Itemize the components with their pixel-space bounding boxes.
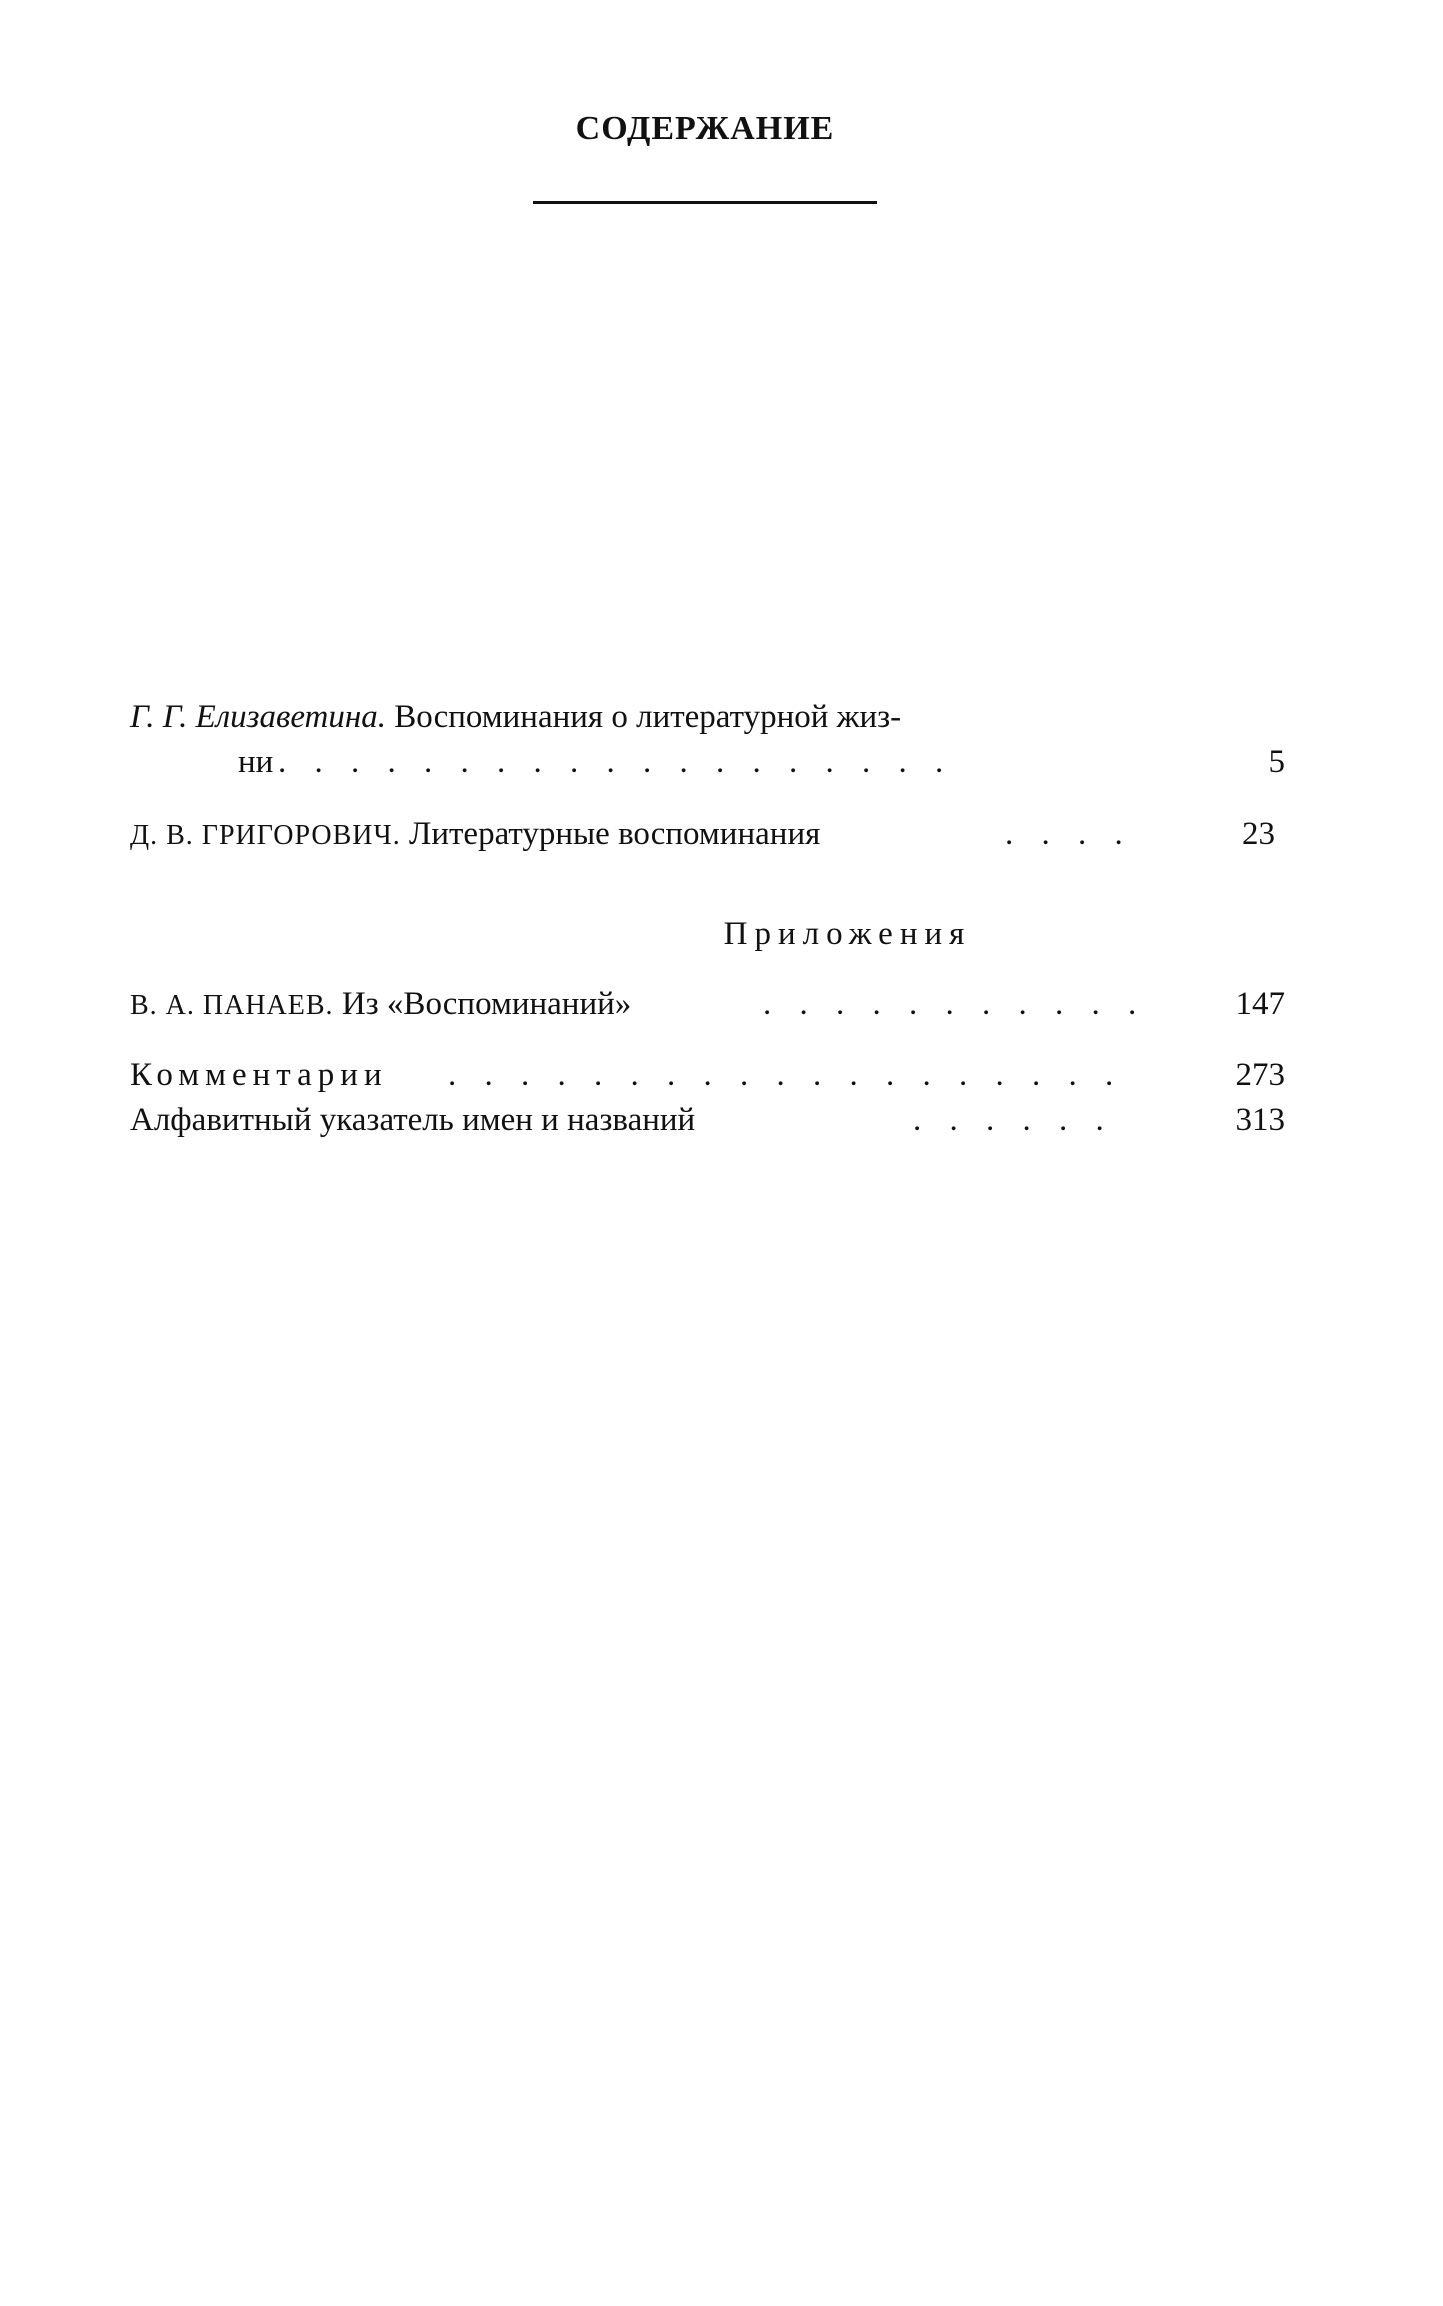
toc-entry-yelizavetina-line2[interactable] [130, 740, 1285, 784]
toc-entry-author: В. А. ПАНАЕВ. [130, 990, 334, 1021]
toc-entry-index[interactable] [130, 1098, 1285, 1142]
toc-page-number: 23 [1242, 816, 1275, 852]
toc-entry-title: Комментарии [130, 1057, 388, 1093]
toc-entry-title: Воспоминания о литературной жиз- [394, 699, 902, 735]
toc-entry-yelizavetina-line1 [130, 695, 1285, 739]
toc-entry-grigorovich[interactable] [130, 812, 1285, 856]
toc-entry-commentary[interactable] [130, 1053, 1285, 1097]
toc-entry-title: Из «Воспоминаний» [341, 986, 632, 1022]
leader-dots: . . . . . . [913, 1102, 1114, 1138]
toc-page-number: 5 [1268, 744, 1285, 780]
toc-page-number: 147 [1235, 986, 1285, 1022]
toc-entry-author: Д. В. ГРИГОРОВИЧ. [130, 820, 401, 851]
toc-entry-title: Алфавитный указатель имен и названий [130, 1102, 696, 1138]
toc-entry-panaev[interactable] [130, 982, 1285, 1026]
toc-entry-author: Г. Г. Елизаветина. [130, 699, 386, 735]
title-divider [533, 201, 877, 204]
leader-dots: . . . . . . . . . . . [763, 986, 1147, 1022]
toc-entry-title-continued: ни [238, 744, 274, 780]
leader-dots: . . . . [1005, 816, 1133, 852]
leader-dots: . . . . . . . . . . . . . . . . . . . [448, 1057, 1124, 1093]
page-title: СОДЕРЖАНИЕ [575, 110, 835, 147]
leader-dots: . . . . . . . . . . . . . . . . . . . [278, 744, 954, 780]
section-heading-appendix: Приложения [723, 916, 972, 952]
toc-entry-title: Литературные воспоминания [408, 816, 821, 852]
toc-page-number: 313 [1235, 1102, 1285, 1138]
toc-page-number: 273 [1235, 1057, 1285, 1093]
